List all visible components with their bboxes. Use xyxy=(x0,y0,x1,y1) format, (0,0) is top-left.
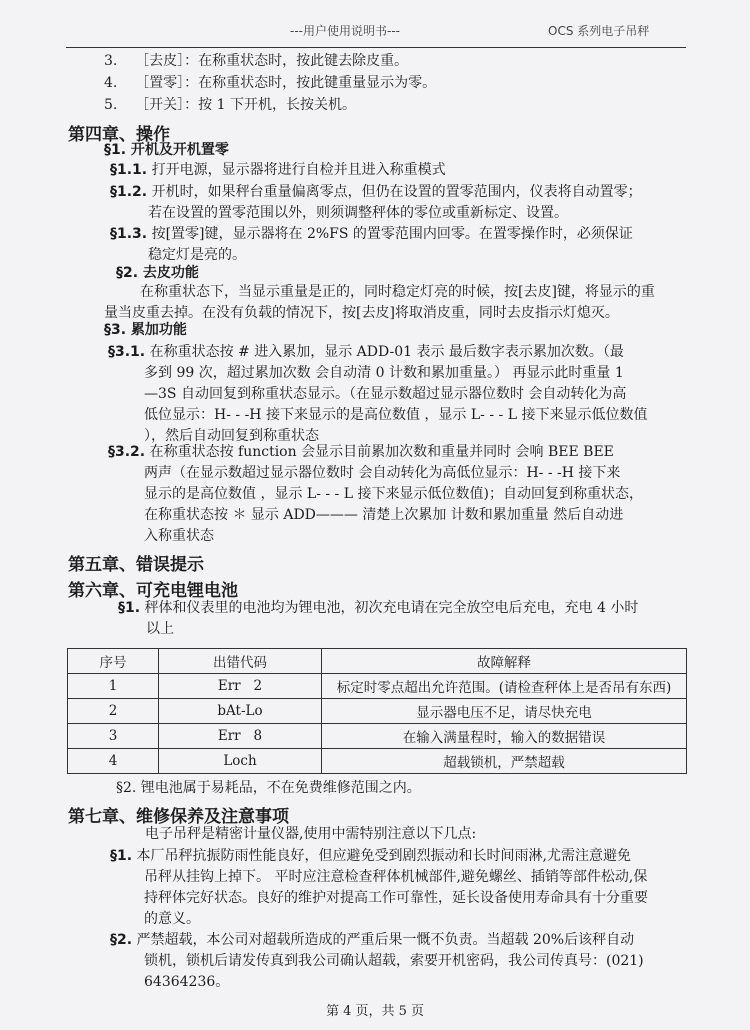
battery-note-1: §1. 秤体和仪表里的电池均为锂电池，初次充电请在完全放空电后充电，充电 4 小时 以上 xyxy=(118,600,639,637)
table-row: 3 Err 8 在输入满量程时，输入的数据错误 xyxy=(68,724,687,749)
maintenance-note-2: §2. 严禁超载，本公司对超载所造成的严重后果一慨不负责。当超载 20%后该秤自动 锁机，锁机后请发传真到我公司确认超载，索要开机密码，我公司传真号：(021) 64364236。 xyxy=(110,932,644,990)
section-1-3: §1.3. 按[置零]键，显示器将在 2%FS 的置零范围内回零。在置零操作时，必须保证 稳定灯是亮的。 xyxy=(110,226,633,263)
list-item: 5. ［开关］：按 1 下开机，长按关机。 xyxy=(104,97,356,113)
section-3-2: §3.2. 在称重状态按 function 会显示目前累加次数和重量并同时 会响 BEE BEE 两声（在显示数超过显示器位数时 会自动转化为高低位显示：H- - -H 接下来 显示的是高位数值 ，显示 L- - - L 接下来显示低位数值)；自动回复到称重状态， 在称重状态按 ＊ 显示 ADD——— 清楚上次累加 计数和累加重量 然后自动进 入称重状态 xyxy=(108,444,643,544)
section-1-2: §1.2. 开机时，如果秤台重量偏离零点，但仍在设置的置零范围内，仪表将自动置零； 若在设置的置零范围以外，则须调整秤体的零位或重新标定、设置。 xyxy=(110,184,642,221)
header-right: OCS 系列电子吊秤 xyxy=(548,24,650,38)
maintenance-note-1: §1. 本厂吊秤抗振防雨性能良好，但应避免受到剧烈振动和长时间雨淋,尤需注意避免 吊秤从挂钩上掉下。 平时应注意检查秤体机械部件,避免螺丝、插销等部件松动,保 持秤体完好状态。良好的维护对提高工作可靠性，延长设备使用寿命具有十分重要 的意义。 xyxy=(110,848,648,927)
header-divider xyxy=(66,47,686,48)
battery-note-2: §2. 锂电池属于易耗品，不在免费维修范围之内。 xyxy=(116,780,421,796)
maintenance-intro: 电子吊秤是精密计量仪器,使用中需特别注意以下几点: xyxy=(145,826,477,842)
list-item: 4. ［置零］：在称重状态时，按此键重量显示为零。 xyxy=(104,75,437,91)
chapter-7-title: 第七章、维修保养及注意事项 xyxy=(68,807,289,827)
table-row: 4 Loch 超载锁机，严禁超载 xyxy=(68,749,687,774)
table-header-row: 序号 出错代码 故障解释 xyxy=(68,649,687,674)
chapter-5-title: 第五章、错误提示 xyxy=(68,555,204,575)
error-table xyxy=(67,648,687,774)
section-2-body: 在称重状态下，当显示重量是正的，同时稳定灯亮的时候，按[去皮]键，将显示的重 量当皮重去掉。在没有负载的情况下，按[去皮]将取消皮重，同时去皮指示灯熄灭。 xyxy=(104,284,655,321)
table-row: 1 Err 2 标定时零点超出允许范围。(请检查秤体上是否吊有东西) xyxy=(68,674,687,699)
header-center: ---用户使用说明书--- xyxy=(290,24,400,38)
list-item: 3. ［去皮］：在称重状态时，按此键去除皮重。 xyxy=(104,53,409,69)
section-2-title: §2. 去皮功能 xyxy=(116,265,199,281)
table-row: 2 bAt-Lo 显示器电压不足，请尽快充电 xyxy=(68,699,687,724)
key-list xyxy=(104,50,436,116)
page-number: 第 4 页，共 5 页 xyxy=(325,1004,425,1019)
section-3-title: §3. 累加功能 xyxy=(104,322,187,338)
section-3-1: §3.1. 在称重状态按 # 进入累加，显示 ADD-01 表示 最后数字表示累加次数。（最 多到 99 次，超过累加次数 会自动清 0 计数和累加重量。） 再显示此时重量 1 —3S 自动回复到称重状态显示。（在显示数超过显示器位数时 会自动转化为高 低位显示：H- - -H 接下来显示的是高位数值 ，显示 L- - - L 接下来显示低位数值 ），然后自动回复到称重状态 xyxy=(108,344,648,444)
section-1-1: §1.1. 打开电源，显示器将进行自检并且进入称重模式 xyxy=(110,162,446,178)
chapter-6-title: 第六章、可充电锂电池 xyxy=(68,581,238,601)
section-1-title: §1. 开机及开机置零 xyxy=(104,142,229,158)
chapter-4-title: 第四章、操作 xyxy=(68,125,170,145)
